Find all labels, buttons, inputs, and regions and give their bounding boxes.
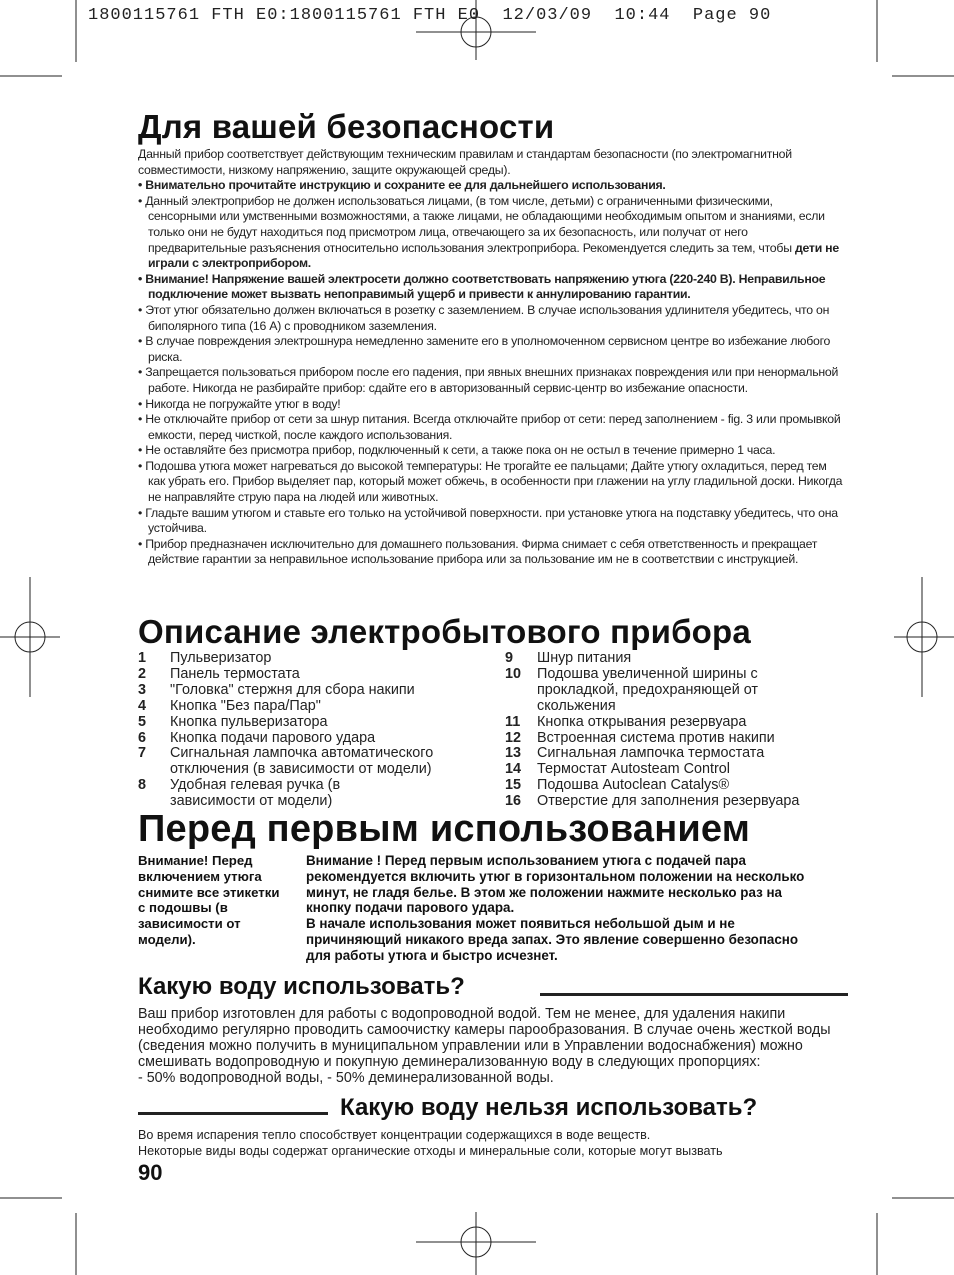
safety-item: • Гладьте вашим утюгом и ставьте его только на устойчивой поверхности. при установке утюга на подставку убедитесь, что она устойчива. [138,505,838,536]
safety-item: • Не оставляйте без присмотра прибор, подключенный к сети, а также пока он не остыл в течение примерно 1 часа. [138,443,776,458]
description-title: Описание электробытового прибора [138,613,751,650]
list-item: 4 Кнопка "Без пара/Пар" [138,697,321,714]
safety-item: • В случае повреждения электрошнура немедленно замените его в уполномоченном сервисном центре во избежание любого риска. [138,334,831,364]
list-item: 12 Встроенная система против накипи [505,729,775,746]
safety-item: • Данный электроприбор не должен использоваться лицами, (в том числе, детьми) с ограниченными физическими, сенсорными или умственными возможностями, а также лицами, не обладающими необходимым опытом и знаниями, если только они не будут находиться под присмотром лица, отвечающего за их безопасность, или получат от него предварительные разъяснения относительно использования электроприбора. Рекомендуется следить за тем, чтобы дети не играли с электроприбором. [138,193,839,271]
safety-item: • Внимание! Напряжение вашей электросети должно соответствовать напряжению утюга (220-240 В). Неправильное подключение может вызвать непоправимый ущерб и привести к аннулированию гарантии. [138,271,826,302]
water-not-use-line: Во время испарения тепло способствует концентрации содержащихся в воде веществ. [138,1128,651,1142]
heading-rule [540,993,848,996]
safety-item: • Этот утюг обязательно должен включаться в розетку с заземлением. В случае использования удлинителя убедитесь, что он биполярного типа (16 А) с проводником заземления. [138,302,830,333]
side-note: Внимание! Перед включением утюга снимите все этикетки с подошвы (в зависимости от модели). [138,853,280,947]
first-use-text [306,853,816,964]
water-not-use-text [138,1127,843,1159]
list-item: 9 Шнур питания [505,650,632,666]
list-item: 7 Сигнальная лампочка автоматического отключения (в зависимости от модели) [138,745,434,778]
parts-list-right [505,651,835,810]
list-item: 5 Кнопка пульверизатора [138,713,328,730]
water-not-use-title: Какую воду нельзя использовать? [340,1094,758,1121]
safety-item: • Прибор предназначен исключительно для домашнего пользования. Фирма снимает с себя ответственность и прекращает действие гарантии за неправильное использование прибора или за пользование им не в соответствии с инструкцией. [138,536,818,567]
page-number: 90 [138,1160,163,1185]
water-not-use-line: Некоторые виды воды содержат органические отходы и минеральные соли, которые могут вызвать [138,1144,723,1158]
list-item: 8 Удобная гелевая ручка (в зависимости от модели) [138,777,341,810]
heading-rule [138,1112,328,1115]
list-item: 13 Сигнальная лампочка термостата [505,745,765,762]
list-item: 10 Подошва увеличенной ширины с прокладкой, предохраняющей от скольжения [505,665,759,714]
list-item: 6 Кнопка подачи парового удара [138,729,376,746]
water-use-ratio: - 50% водопроводной воды, - 50% деминерализованной воды. [138,1070,554,1086]
safety-item: • Никогда не погружайте утюг в воду! [138,396,341,411]
safety-item: • Запрещается пользоваться прибором после его падения, при явных внешних признаках повреждения или при ненормальной работе. Никогда не разбирайте прибор: сдайте его в авторизованный сервис-центр во избежание опасности. [138,365,839,395]
list-item: 2 Панель термостата [138,665,300,682]
first-use-paragraph: В начале использования может появиться небольшой дым и не причиняющий никакого вреда запах. Это явление совершенно безопасно для работы утюга и быстро исчезнет. [306,916,799,963]
safety-item: • Не отключайте прибор от сети за шнур питания. Всегда отключайте прибор от сети: перед заполнением - fig. 3 или промывкой емкости, перед чисткой, после каждого использования. [138,412,841,442]
list-item: 15 Подошва Autoclean Catalys® [505,777,730,794]
water-use-title: Какую воду использовать? [138,973,465,1000]
first-use-paragraph: Внимание ! Перед первым использованием утюга с подачей пара рекомендуется включить утюг в горизонтальном положении на несколько минут, не гладя белье. В этом же положении нажмите несколько раз на кнопку подачи парового удара. [306,853,805,916]
list-item: 11 Кнопка открывания резервуара [505,713,747,730]
water-use-text [138,1006,843,1086]
safety-intro: Данный прибор соответствует действующим техническим правилам и стандартам безопасности (по электромагнитной совместимости, низкому напряжению, защите окружающей среды). [138,147,792,177]
parts-list-left [138,651,478,810]
safety-text [138,147,843,568]
safety-item: • Внимательно прочитайте инструкцию и сохраните ее для дальнейшего использования. [138,178,666,193]
list-item: 16 Отверстие для заполнения резервуара [505,793,800,810]
list-item: 3 "Головка" стержня для сбора накипи [138,681,415,698]
water-use-body: Ваш прибор изготовлен для работы с водопроводной водой. Тем не менее, для удаления накипи необходимо регулярно проводить самоочистку камеры парообразования. В случае очень жесткой воды (сведения можно получить в муниципальном управлении или в Управлении водоснабжения) можно смешивать водопроводную и покупную деминерализованную воду в следующих пропорциях: [138,1006,831,1070]
print-slug: 1800115761 FTH E0:1800115761 FTH E0 12/03/09 10:44 Page 90 [88,6,772,25]
safety-title: Для вашей безопасности [138,108,555,145]
first-use-title: Перед первым использованием [138,808,751,850]
list-item: 14 Термостат Autosteam Control [505,761,730,778]
list-item: 1 Пульверизатор [138,650,272,666]
safety-item: • Подошва утюга может нагреваться до высокой температуры: Не трогайте ее пальцами; Дайте утюгу охладиться, перед тем как убрать его. Прибор выделяет пар, который может обжечь, в особенности при глажении на углу гладильной доски. Никогда не направляйте струю пара на людей или животных. [138,458,843,505]
